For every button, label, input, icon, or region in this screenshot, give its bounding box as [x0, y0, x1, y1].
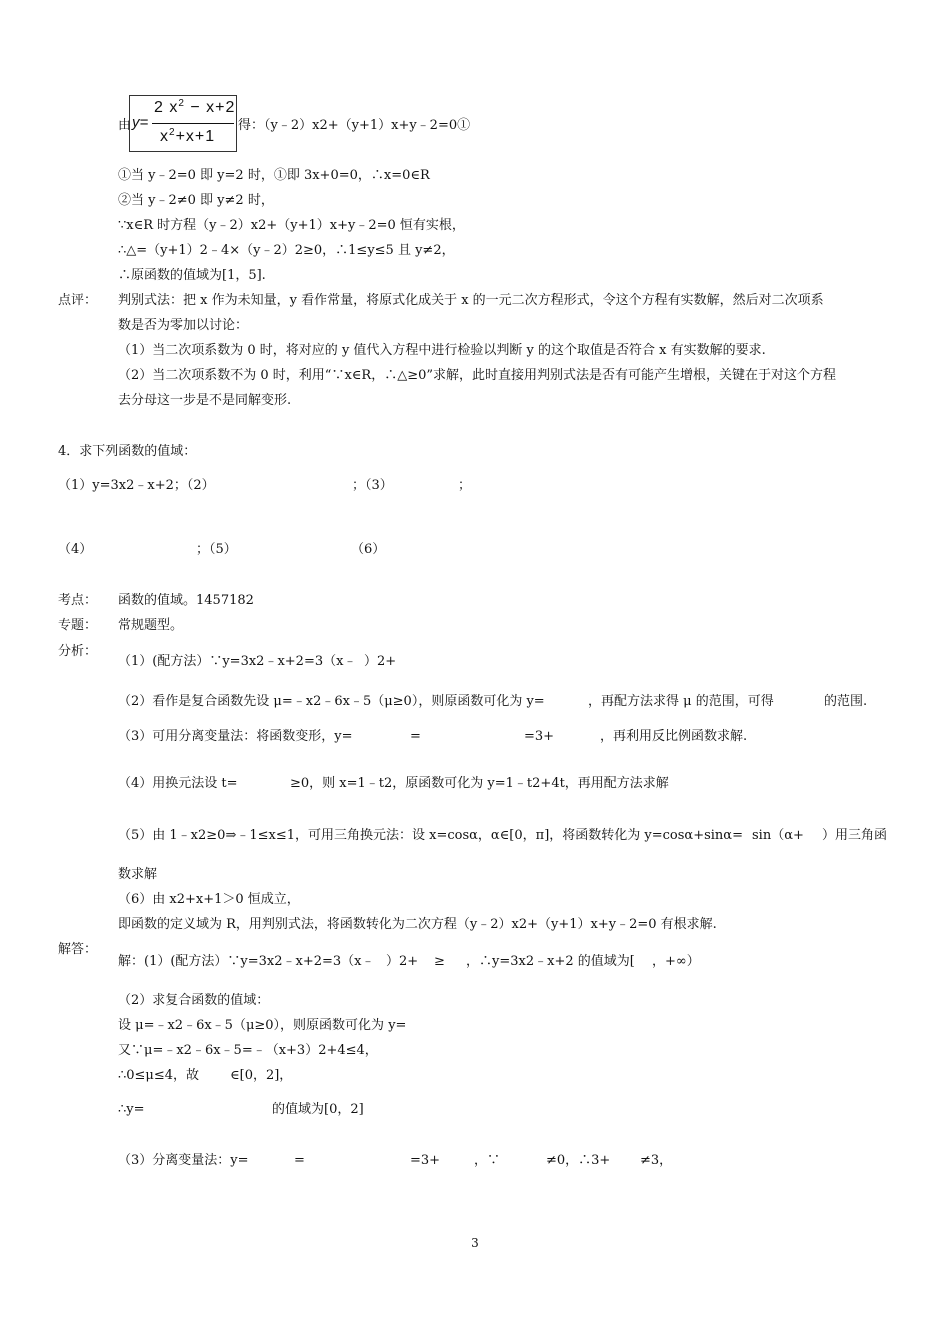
formula-numerator: 2 $x^2 - x+2$ [154, 98, 236, 116]
fenxi-line: （3）可用分离变量法：将函数变形，y= [118, 729, 353, 744]
fenxi-line: （6）由 x2+x+1＞0 恒成立， [118, 892, 300, 907]
kaodian-text: 函数的值域。1457182 [118, 593, 254, 608]
comment-item: （2）当二次项系数不为 0 时，利用“∵x∈R，∴△≥0”求解，此时直接用判别式法是否有可能产生增根，关键在于对这个方程 [118, 368, 837, 383]
fenxi-line: ，再配方法求得 μ 的范围，可得 [588, 694, 774, 709]
kaodian-label: 考点： [58, 593, 98, 608]
page-number: 3 [471, 1236, 479, 1250]
problem-row1: ；（3） [352, 478, 393, 493]
jieda-line: ，+∞） [652, 954, 700, 969]
jieda-line: 设 μ=﹣x2﹣6x﹣5（μ≥0），则原函数可化为 y= [118, 1018, 407, 1033]
fenxi-line: =3+ [524, 729, 555, 744]
fenxi-line: 即函数的定义域为 R，用判别式法，将函数转化为二次方程（y﹣2）x2+（y+1）x+y﹣2=0 有根求解. [118, 917, 717, 932]
fenxi-line: ）2+ [364, 654, 397, 669]
jieda-line: ）2+ [386, 954, 419, 969]
formula-image [129, 95, 237, 152]
jieda-line: ≥ [434, 954, 445, 969]
jieda-line: （3）分离变量法：y= [118, 1153, 249, 1168]
fenxi-line: ，再利用反比例函数求解. [600, 729, 748, 744]
jieda-line: ，∵ [474, 1153, 501, 1168]
jieda-line: 的值域为[0，2] [272, 1102, 364, 1117]
formula-y: y= [132, 114, 149, 131]
fenxi-line: ）用三角函 [822, 828, 888, 843]
problem-title: 4．求下列函数的值域： [58, 444, 197, 459]
fenxi-line: （1）(配方法）∵y=3x2﹣x+2=3（x﹣ [118, 654, 357, 669]
jieda-line: ∴0≤μ≤4，故 [118, 1068, 200, 1083]
solution-line: ∴原函数的值域为[1，5]. [118, 268, 266, 283]
comment-line: 判别式法：把 x 作为未知量，y 看作常量，将原式化成关于 x 的一元二次方程形式，令这个方程有实数解，然后对二次项系 [118, 293, 824, 308]
comment-item: 去分母这一步是不是同解变形. [118, 393, 292, 408]
fraction-bar [152, 123, 234, 124]
jieda-line: 又∵μ=﹣x2﹣6x﹣5=﹣（x+3）2+4≤4， [118, 1043, 378, 1058]
fenxi-line: （2）看作是复合函数先设 μ=﹣x2﹣6x﹣5（μ≥0），则原函数可化为 y= [118, 694, 545, 709]
problem-row2: （6） [351, 542, 386, 557]
problem-row1: （1）y=3x2﹣x+2；（2） [58, 478, 215, 493]
solution-line: ②当 y﹣2≠0 即 y≠2 时， [118, 193, 274, 208]
jieda-line: ∴y= [118, 1102, 145, 1117]
comment-item: （1）当二次项系数为 0 时，将对应的 y 值代入方程中进行检验以判断 y 的这个取值是否符合 x 有实数解的要求. [118, 343, 766, 358]
zhuanti-text: 常规题型。 [118, 618, 184, 633]
jieda-label: 解答： [58, 942, 98, 957]
problem-row2: ；（5） [196, 542, 237, 557]
comment-label: 点评： [58, 293, 98, 308]
problem-row2: （4） [58, 542, 93, 557]
jieda-line: =3+ [410, 1153, 441, 1168]
jieda-line: （2）求复合函数的值域： [118, 993, 270, 1008]
formula-denominator: $x^2+x+1$ [160, 127, 216, 145]
problem-row1: ； [458, 478, 472, 493]
jieda-line: ，∴y=3x2﹣x+2 的值域为[ [466, 954, 635, 969]
fenxi-line: 的范围. [824, 694, 868, 709]
solution-line: ∴△=（y+1）2﹣4×（y﹣2）2≥0，∴1≤y≤5 且 y≠2， [118, 243, 455, 258]
fenxi-line: sin（α+ [752, 828, 804, 843]
fenxi-line: ≥0，则 x=1﹣t2，原函数可化为 y=1﹣t2+4t，再用配方法求解 [290, 776, 669, 791]
jieda-line: ∈[0，2]， [230, 1068, 293, 1083]
zhuanti-label: 专题： [58, 618, 98, 633]
formula-after: 得：（y﹣2）x2+（y+1）x+y﹣2=0① [238, 118, 471, 133]
solution-line: ∵x∈R 时方程（y﹣2）x2+（y+1）x+y﹣2=0 恒有实根， [118, 218, 465, 233]
fenxi-line: 数求解 [118, 867, 158, 882]
comment-line: 数是否为零加以讨论： [118, 318, 249, 333]
solution-line: ①当 y﹣2=0 即 y=2 时，①即 3x+0=0，∴x=0∈R [118, 168, 430, 183]
jieda-line: = [294, 1153, 305, 1168]
fenxi-line: = [410, 729, 421, 744]
fenxi-line: （5）由 1﹣x2≥0⇒﹣1≤x≤1，可用三角换元法：设 x=cosα，α∈[0，π]，将函数转化为 y=cosα+sinα= [118, 828, 743, 843]
fenxi-line: （4）用换元法设 t= [118, 776, 238, 791]
jieda-line: 解：(1）(配方法）∵y=3x2﹣x+2=3（x﹣ [118, 954, 375, 969]
formula-prefix: 由 [118, 118, 132, 133]
jieda-line: ≠3， [640, 1153, 673, 1168]
fenxi-label: 分析： [58, 644, 98, 659]
jieda-line: ≠0，∴3+ [546, 1153, 611, 1168]
